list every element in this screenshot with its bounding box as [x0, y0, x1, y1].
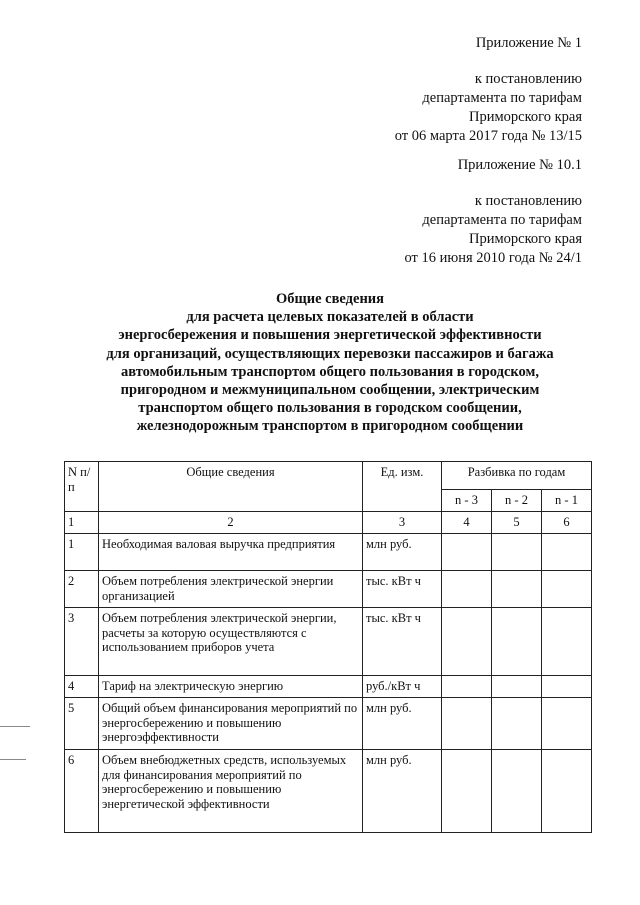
appendix-2-line: к постановлению: [474, 193, 582, 209]
header-num: N п/п: [65, 462, 99, 512]
row-unit: тыс. кВт ч: [363, 608, 442, 676]
header-unit: Ед. изм.: [363, 462, 442, 512]
scan-speck: [0, 759, 26, 760]
appendix-1-line: департамента по тарифам: [422, 90, 582, 106]
row-name: Объем внебюджетных средств, используемых для финансирования мероприятий по энергосбережению и повышению энергетической эффективности: [99, 750, 363, 833]
row-value: [442, 571, 492, 608]
heading-line: для расчета целевых показателей в области: [186, 309, 474, 326]
table-row: [65, 698, 592, 750]
appendix-1-title: [476, 34, 582, 53]
row-unit: млн руб.: [363, 750, 442, 833]
row-name: Объем потребления электрической энергии организацией: [99, 571, 363, 608]
row-value: [442, 534, 492, 571]
row-value: [492, 534, 542, 571]
table-row: [65, 676, 592, 698]
row-num: 4: [65, 676, 99, 698]
table-row: [65, 534, 592, 571]
header-year: n - 2: [492, 490, 542, 512]
appendix-1-line: Приморского края: [468, 109, 582, 125]
header-info: Общие сведения: [99, 462, 363, 512]
appendix-2-line: департамента по тарифам: [422, 212, 582, 228]
row-value: [442, 750, 492, 833]
appendix-1-line: к постановлению: [474, 71, 582, 87]
heading-line: для организаций, осуществляющих перевозки пассажиров и багажа: [106, 345, 554, 362]
appendix-2-body: [404, 192, 582, 268]
index-cell: 2: [99, 512, 363, 534]
heading-line: автомобильным транспортом общего пользования в городском,: [120, 363, 540, 380]
row-value: [442, 608, 492, 676]
header-year: n - 1: [542, 490, 592, 512]
header-years-group: Разбивка по годам: [442, 462, 592, 490]
heading-line: транспортом общего пользования в городском сообщении,: [138, 400, 522, 417]
row-value: [542, 534, 592, 571]
row-value: [492, 676, 542, 698]
heading-line: энергосбережения и повышения энергетической эффективности: [118, 327, 542, 344]
row-value: [442, 698, 492, 750]
index-cell: 3: [363, 512, 442, 534]
row-num: 1: [65, 534, 99, 571]
table-row: [65, 608, 592, 676]
row-value: [542, 698, 592, 750]
scan-speck: [0, 726, 30, 727]
row-num: 2: [65, 571, 99, 608]
row-value: [442, 676, 492, 698]
row-value: [492, 571, 542, 608]
row-value: [492, 750, 542, 833]
header-year: n - 3: [442, 490, 492, 512]
row-name: Общий объем финансирования мероприятий по энергосбережению и повышению энергоэффективности: [99, 698, 363, 750]
heading-line: Общие сведения: [275, 291, 385, 307]
row-num: 6: [65, 750, 99, 833]
heading-line: железнодорожным транспортом в пригородном сообщении: [136, 418, 524, 435]
row-unit: млн руб.: [363, 698, 442, 750]
appendix-2-line: Приморского края: [468, 231, 582, 247]
table-row: [65, 750, 592, 833]
row-value: [542, 608, 592, 676]
row-name: Объем потребления электрической энергии, расчеты за которую осуществляются с использованием приборов учета: [99, 608, 363, 676]
index-cell: 1: [65, 512, 99, 534]
appendix-1-body: [395, 70, 582, 146]
row-value: [542, 571, 592, 608]
row-value: [542, 750, 592, 833]
row-name: Тариф на электрическую энергию: [99, 676, 363, 698]
index-cell: 6: [542, 512, 592, 534]
row-unit: тыс. кВт ч: [363, 571, 442, 608]
row-name: Необходимая валовая выручка предприятия: [99, 534, 363, 571]
row-value: [542, 676, 592, 698]
general-info-table: [64, 461, 592, 833]
appendix-1-line: от 06 марта 2017 года № 13/15: [394, 128, 582, 144]
heading-line: пригородном и межмуниципальном сообщении, электрическим: [120, 382, 540, 399]
appendix-2-title: [458, 156, 582, 175]
appendix-1-title-text: Приложение № 1: [475, 35, 582, 51]
index-cell: 5: [492, 512, 542, 534]
row-value: [492, 698, 542, 750]
row-unit: руб./кВт ч: [363, 676, 442, 698]
document-heading: [60, 290, 600, 436]
table-row: [65, 571, 592, 608]
index-cell: 4: [442, 512, 492, 534]
row-num: 5: [65, 698, 99, 750]
row-num: 3: [65, 608, 99, 676]
appendix-2-line: от 16 июня 2010 года № 24/1: [404, 250, 582, 266]
row-value: [492, 608, 542, 676]
row-unit: млн руб.: [363, 534, 442, 571]
table-index-row: [65, 512, 592, 534]
appendix-2-title-text: Приложение № 10.1: [457, 157, 582, 173]
